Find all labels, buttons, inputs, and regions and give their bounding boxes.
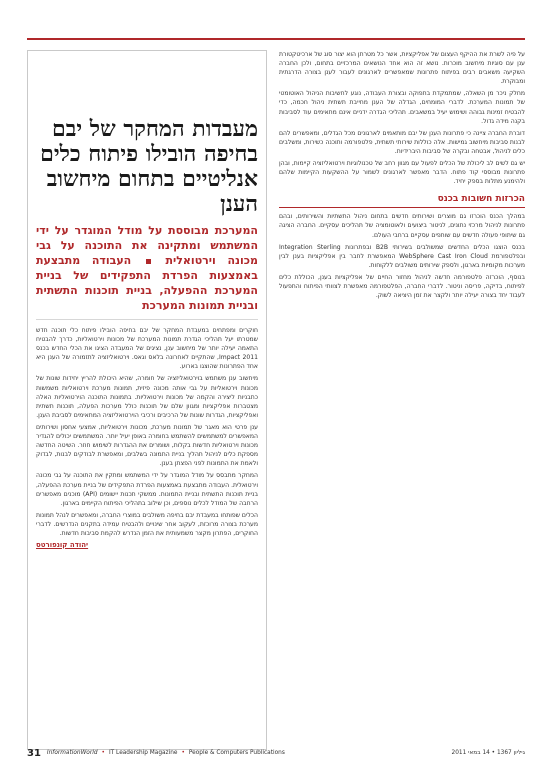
top-rule [27,38,525,40]
footer-issue: גיליון 1367 • 14 במאי 2011 [451,750,525,756]
paragraph: המחקר מתבסס על מודל המוגדר על ידי המשתמש ומתקין את התוכנה על גבי מכונה וירטואלית. העבודה מתבצעת באמצעות הפרדת התפקידים של בניית מערכת ההפעלה, בניית תוכנות התשתית ובניית התמונות. ממשקי תכנות יישומים (API) מוכנים מאפשרים הרחבה של המודל לכלים נוספים, וכן שילוב בתהליכי הפיתוח הקיימים בארגון. [36,472,258,507]
article-lead [36,223,258,320]
paragraph: הכלים שפותחו במעבדת יבם בחיפה משולבים במוצרי החברה, ומאפשרים לנהל תמונות מערכת בצורה מרוכזת, לעקוב אחר שינויים ולהבטיח עמידה בתקנים הנדרשים. לדברי החוקרים, הפתרון מקצר משמעותית את הזמן הנדרש להקמת סביבות חדשות. [36,511,258,537]
section-heading: הכרזות חשובות בכנס [279,194,525,208]
paragraph: דוברת החברה ציינה כי פתרונות הענן של יבם מותאמים לארגונים מכל הגדלים, ומאפשרים להם לבנות סביבות מיחשוב גמישות. אלה כוללות שירותי תשתית, פלטפורמה ותוכנה כשירות, ומשלבים כלים לניהול, אבטחה ובקרה של סביבות היברידיות. [279,129,525,155]
article-text-column [279,50,525,750]
magazine-page [27,38,525,760]
article-author: יהודה קונפורטס [36,541,89,550]
article-box-column [27,50,267,750]
page-number: 31 [27,747,41,759]
paragraph: במהלך הכנס הוכרזו גם מוצרים ושירותים חדשים בתחום ניהול התשתיות והשירותים, ובהם פתרונות לניהול מרכזי נתונים, לניטור ביצועים ולאוטומציה של תהליכים עסקיים. החברה הציגה גם שיתופי פעולה חדשים עם שותפים עסקיים ברחבי העולם. [279,213,525,239]
page-footer [27,746,525,760]
paragraph: על פיה לשרת את ההיקף העצום של אפליקציות, אשר כל מטרתן הוא יצור סוג של ארכיטקטורת ענן עם סוגיות מיחשוב מוכרות. נושא זה הוא אחד הנושאים המרכזיים בתחום, ולכן החברה השקיעה משאבים רבים בפיתוח פתרונות שמאפשרים לארגונים לעבור לענן בצורה הדרגתית ומבוקרת. [279,51,525,86]
article-body-right-2 [279,212,525,300]
footer-brand: InformationWorld [46,750,98,756]
article-body-right [279,50,525,186]
paragraph: בנוסף, הוכרזה פלטפורמה חדשה לניהול מחזור החיים של אפליקציות בענן, הכוללת כלים לפיתוח, בדיקה, פריסה וניטור. לדברי החברה, הפלטפורמה מאפשרת לצוותי הפיתוח והתפעול לעבוד יחד בצורה יעילה יותר ולקצר את זמן היציאה לשוק. [279,273,525,300]
footer-item: IT Leadership Magazine [108,750,178,756]
footer-separator: • [101,750,105,756]
paragraph: חוקרים ומפתחים במעבדת המחקר של יבם בחיפה הובילו פיתוח כלי תוכנה חדש שמטרתו יעל תהליכי הגדרת תמונות המערכת של מכונות וירטואליות, כדרך להבטיח התאמה יעילה יותר של מיחשוב ענן, נציגים של המעבדה הציגו את הכלי החדש בכנס Impact 2011, שהתקיים לאחרונה בלאס וגאס. וירטואליזציה לתזמורה של הענן היא אחד הפתרונות שהוצגו בארוע. [36,327,258,371]
footer-item: People & Computers Publications [188,750,285,756]
article-title: מעבדות המחקר של יבם בחיפה הובילו פיתוח כלים אנליטיים בתחום מיחשוב הענן [40,116,258,217]
article-box [27,50,267,750]
paragraph: בכנס הוצגו הכלים החדשים שמשולבים בשירותי B2B ובפתרונות Integration Sterling ובפלטפורמת WebSphere Cast Iron Cloud המאפשרת לחבר בין אפליקציות בענן לבין מערכות מקומיות בארגון, ולספק שירותים משולבים ללקוחות. [279,243,525,269]
article-body-left [36,326,258,538]
lead-part-1: המערכת מבוססת על מודל המוגדר על ידי המשתמש ומתקינה את התוכנה על גבי מכונה וירטואלית [36,224,258,267]
bullet-square-icon [146,259,151,264]
lead-part-2: העבודה מתבצעת באמצעות הפרדת התפקידים של בניית המערכת ההפעלה, בניית תוכנות התשתית ובניית תמונות המערכת [36,254,258,312]
paragraph: מחלק ניכר מן השאלה, שמתמקדת בתפוקה ובצורת העבודה, נוגע לחשיבות הניהול האוטומטי של תמונות המערכת. לדברי המומחים, הגדלה של הענן מחייבת תשתית ניהול חכמה, כדי להבטיח זמינות גבוהה ושימוש יעיל במשאבים. תהליכי הגדרה ידניים אינם מתאימים עוד לסביבות בקנה מידה גדול. [279,90,525,125]
paragraph: מיחשוב ענן משתמש בוירטואליזציה של חומרה, שהיא היכולת להריץ יחידות שונות של מכונות וירטואליות על גבי אותה מכונה פיזית, תמונות מערכת וירטואליות משמשות כתבניות ליצירה והקמה של מכונות וירטואליות. בתמונות התוכנה הוירטואליות האלה מצטברות אפליקציות ומגוון שלם של תוכנות כולל מערכות הפעלה, תוכנות תשתית ואפליקציות, הגדרות שונות של הרכיבים ורכיבי הוירטואליזציה המתאימים לסביבת הענן. [36,375,258,419]
footer-separator: • [181,750,185,756]
paragraph: יש גם לשים לב ליכולת של הכלים לפעול עם מגוון רחב של טכנולוגיות וירטואליזציה קיימות, ובהן פתרונות מבוססי קוד פתוח. הדבר מאפשר לארגונים לשמור על ההשקעות הקיימות שלהם ולהימנע מתלות בספק יחיד. [279,160,525,186]
paragraph: ענן פרטי הוא מאגר של תמונות מערכת, מכונות וירטואליות, אמצעי אחסון ושירותים המאפשרים למשתמשים להשתמש בחומרה באופן יעיל יותר. המשתמשים יכולים להגדיר מכונות וירטואליות חדשות בקלות, ושומרים את ההגדרות לשימוש חוזר. השיטה החדשה מספקת כלים לניהול תהליך בניית התמונה בשלבים, ומאפשרת לבודקים לבנות, לבדוק ולאמת את התמונות לפני הפצתן בענן. [36,423,258,468]
